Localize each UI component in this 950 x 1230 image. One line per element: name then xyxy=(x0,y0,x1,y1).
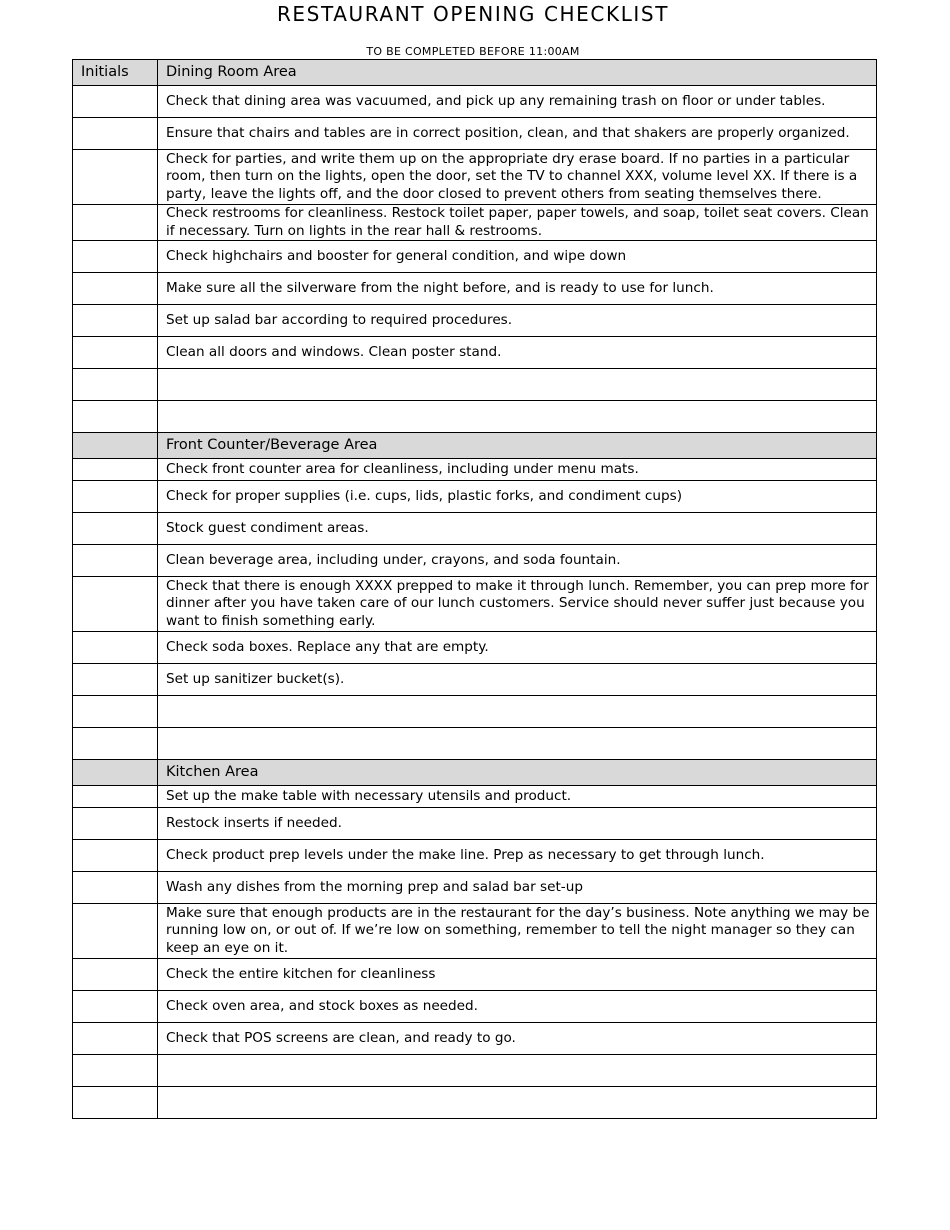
task-text: Check for parties, and write them up on the appropriate dry erase board. If no parties in a particular room, then turn on the lights, open the door, set the TV to channel XXX, volume level XX. If there is a party, leave the lights off, and the door closed to prevent others from seating themselves there. xyxy=(158,150,877,205)
task-text: Check that dining area was vacuumed, and pick up any remaining trash on floor or under tables. xyxy=(158,86,877,118)
initials-cell[interactable] xyxy=(73,545,158,577)
blank-row xyxy=(73,369,877,401)
task-text: Check restrooms for cleanliness. Restock toilet paper, paper towels, and soap, toilet seat covers. Clean if necessary. Turn on lights in the rear hall & restrooms. xyxy=(158,205,877,241)
task-text: Set up the make table with necessary utensils and product. xyxy=(158,786,877,808)
blank-row xyxy=(73,1055,877,1087)
initials-cell[interactable] xyxy=(73,481,158,513)
checklist-row xyxy=(73,459,877,481)
checklist-row xyxy=(73,959,877,991)
task-text: Clean all doors and windows. Clean poster stand. xyxy=(158,337,877,369)
task-text: Make sure all the silverware from the night before, and is ready to use for lunch. xyxy=(158,273,877,305)
initials-cell[interactable] xyxy=(73,728,158,760)
task-text: Wash any dishes from the morning prep and salad bar set-up xyxy=(158,872,877,904)
checklist-row xyxy=(73,205,877,241)
initials-cell[interactable] xyxy=(73,150,158,205)
initials-cell[interactable] xyxy=(73,1023,158,1055)
checklist-row xyxy=(73,1023,877,1055)
blank-row xyxy=(73,728,877,760)
task-text: Clean beverage area, including under, crayons, and soda fountain. xyxy=(158,545,877,577)
checklist-row xyxy=(73,273,877,305)
checklist-row xyxy=(73,86,877,118)
initials-cell[interactable] xyxy=(73,459,158,481)
initials-cell[interactable] xyxy=(73,904,158,959)
initials-cell[interactable] xyxy=(73,273,158,305)
initials-cell[interactable] xyxy=(73,118,158,150)
section-heading-dining: Dining Room Area xyxy=(158,60,877,86)
checklist-row xyxy=(73,808,877,840)
task-text: Check highchairs and booster for general condition, and wipe down xyxy=(158,241,877,273)
task-text: Restock inserts if needed. xyxy=(158,808,877,840)
task-text: Set up sanitizer bucket(s). xyxy=(158,664,877,696)
checklist-row xyxy=(73,872,877,904)
task-text: Set up salad bar according to required procedures. xyxy=(158,305,877,337)
checklist-row xyxy=(73,150,877,205)
task-text: Check soda boxes. Replace any that are empty. xyxy=(158,632,877,664)
initials-cell[interactable] xyxy=(73,401,158,433)
task-text: Check front counter area for cleanliness, including under menu mats. xyxy=(158,459,877,481)
initials-cell[interactable] xyxy=(73,959,158,991)
task-text-blank[interactable] xyxy=(158,401,877,433)
task-text-blank[interactable] xyxy=(158,696,877,728)
task-text: Make sure that enough products are in the restaurant for the day’s business. Note anything we may be running low on, or out of. If we’re low on something, remember to tell the night manager so they can keep an eye on it. xyxy=(158,904,877,959)
task-text: Check oven area, and stock boxes as needed. xyxy=(158,991,877,1023)
checklist-row xyxy=(73,337,877,369)
task-text: Check the entire kitchen for cleanliness xyxy=(158,959,877,991)
checklist-row xyxy=(73,305,877,337)
checklist-row xyxy=(73,786,877,808)
checklist-row xyxy=(73,632,877,664)
initials-cell[interactable] xyxy=(73,513,158,545)
initials-cell[interactable] xyxy=(73,808,158,840)
section-header-front xyxy=(73,433,877,459)
initials-cell[interactable] xyxy=(73,786,158,808)
section-heading-front: Front Counter/Beverage Area xyxy=(158,433,877,459)
initials-cell[interactable] xyxy=(73,577,158,632)
initials-cell[interactable] xyxy=(73,337,158,369)
initials-cell[interactable] xyxy=(73,205,158,241)
checklist-row xyxy=(73,118,877,150)
section-header-dining xyxy=(73,60,877,86)
checklist-row xyxy=(73,840,877,872)
task-text-blank[interactable] xyxy=(158,1055,877,1087)
initials-cell[interactable] xyxy=(73,840,158,872)
blank-row xyxy=(73,696,877,728)
initials-cell[interactable] xyxy=(73,369,158,401)
task-text: Check that POS screens are clean, and ready to go. xyxy=(158,1023,877,1055)
checklist-row xyxy=(73,664,877,696)
page-subtitle: TO BE COMPLETED BEFORE 11:00AM xyxy=(366,45,580,58)
task-text-blank[interactable] xyxy=(158,1087,877,1119)
section-header-kitchen xyxy=(73,760,877,786)
task-text: Ensure that chairs and tables are in correct position, clean, and that shakers are properly organized. xyxy=(158,118,877,150)
checklist-row xyxy=(73,513,877,545)
initials-cell[interactable] xyxy=(73,1055,158,1087)
initials-cell[interactable] xyxy=(73,241,158,273)
task-text: Check for proper supplies (i.e. cups, lids, plastic forks, and condiment cups) xyxy=(158,481,877,513)
initials-cell[interactable] xyxy=(73,991,158,1023)
checklist-row xyxy=(73,991,877,1023)
checklist-table xyxy=(72,59,877,1119)
initials-cell[interactable] xyxy=(73,696,158,728)
task-text: Stock guest condiment areas. xyxy=(158,513,877,545)
section-heading-kitchen: Kitchen Area xyxy=(158,760,877,786)
blank-row xyxy=(73,401,877,433)
initials-column-header: Initials xyxy=(73,60,158,86)
task-text-blank[interactable] xyxy=(158,728,877,760)
checklist-row xyxy=(73,241,877,273)
initials-cell[interactable] xyxy=(73,1087,158,1119)
blank-row xyxy=(73,1087,877,1119)
checklist-row xyxy=(73,577,877,632)
initials-cell[interactable] xyxy=(73,86,158,118)
initials-cell[interactable] xyxy=(73,664,158,696)
initials-cell[interactable] xyxy=(73,872,158,904)
task-text: Check product prep levels under the make line. Prep as necessary to get through lunch. xyxy=(158,840,877,872)
task-text-blank[interactable] xyxy=(158,369,877,401)
task-text: Check that there is enough XXXX prepped to make it through lunch. Remember, you can prep more for dinner after you have taken care of our lunch customers. Service should never suffer just because you want to finish something early. xyxy=(158,577,877,632)
page-title: RESTAURANT OPENING CHECKLIST xyxy=(276,2,670,26)
initials-cell[interactable] xyxy=(73,305,158,337)
checklist-row xyxy=(73,904,877,959)
initials-cell[interactable] xyxy=(73,632,158,664)
checklist-row xyxy=(73,545,877,577)
section-header-spacer xyxy=(73,433,158,459)
checklist-row xyxy=(73,481,877,513)
section-header-spacer xyxy=(73,760,158,786)
